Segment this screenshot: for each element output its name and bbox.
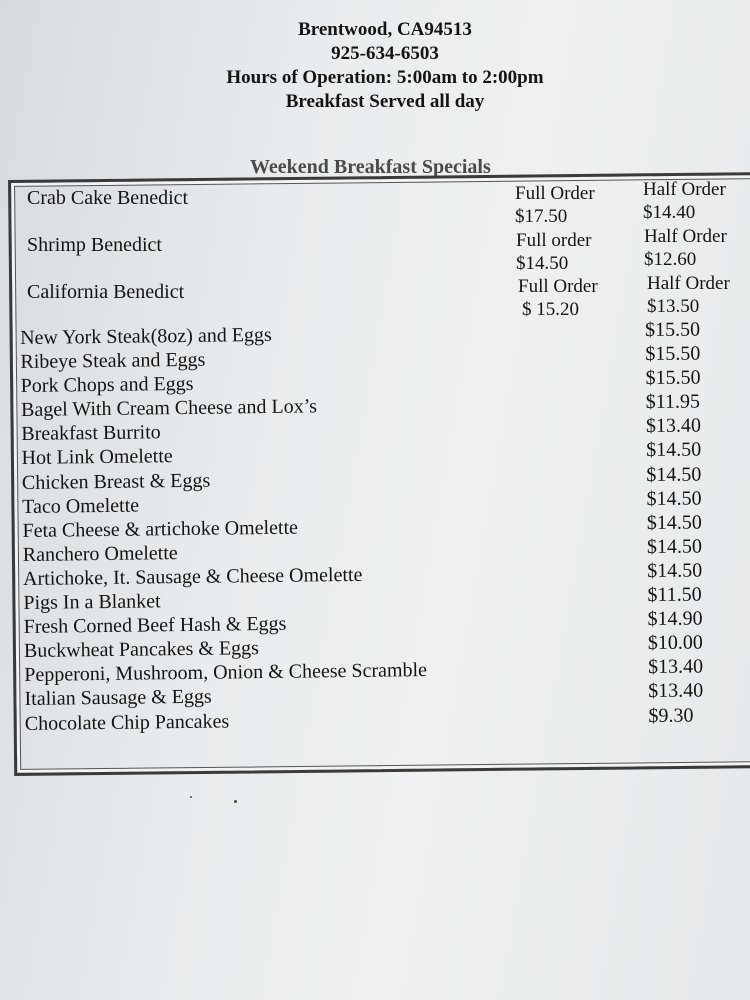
menu-item: Chocolate Chip Pancakes: [24, 709, 230, 735]
menu-item: Ribeye Steak and Eggs: [20, 348, 206, 374]
menu-item: Italian Sausage & Eggs: [24, 686, 212, 711]
phone-number: 925-634-6503: [331, 43, 439, 64]
menu-item: Pork Chops and Eggs: [20, 373, 194, 398]
menu-item-price: $13.40: [647, 655, 704, 679]
menu-item: Breakfast Burrito: [21, 421, 161, 446]
menu-item: Feta Cheese & artichoke Omelette: [22, 516, 299, 542]
menu-item: New York Steak(8oz) and Eggs: [20, 323, 272, 349]
menu-item: Pigs In a Blanket: [23, 590, 161, 615]
menu-item-price: $15.50: [645, 366, 701, 390]
menu-item: Fresh Corned Beef Hash & Eggs: [23, 612, 287, 639]
menu-item-price: $15.50: [645, 318, 701, 341]
benedict-item-name: Shrimp Benedict: [27, 234, 162, 256]
menu-item-price: $14.50: [646, 463, 702, 486]
menu-item-price: $14.50: [646, 438, 702, 462]
full-order-price: $14.50: [516, 253, 569, 274]
menu-item: Bagel With Cream Cheese and Lox’s: [20, 395, 318, 422]
full-order-label: Full Order: [515, 183, 595, 204]
menu-item-price: $14.90: [647, 607, 703, 631]
half-order-price: $12.60: [644, 249, 697, 270]
menu-item-price: $14.50: [647, 559, 703, 582]
full-order-label: Full Order: [518, 276, 598, 297]
paper-speck: [234, 800, 237, 803]
menu-item-price: $11.95: [645, 390, 701, 414]
menu-item-price: $14.50: [646, 487, 702, 510]
half-order-price: $14.40: [643, 202, 696, 223]
menu-item-price: $10.00: [647, 631, 703, 655]
menu-item: Buckwheat Pancakes & Eggs: [23, 637, 260, 663]
menu-item: Artichoke, It. Sausage & Cheese Omelette: [22, 563, 363, 590]
menu-item: Ranchero Omelette: [22, 541, 178, 566]
location-text: Brentwood, CA94513: [298, 19, 472, 40]
hours-of-operation: Hours of Operation: 5:00am to 2:00pm: [226, 67, 544, 88]
half-order-price: $13.50: [647, 296, 700, 317]
breakfast-note: Breakfast Served all day: [285, 91, 485, 112]
price-list: [645, 318, 704, 728]
menu-item-price: $13.40: [648, 679, 704, 703]
menu-item: Pepperoni, Mushroom, Onion & Cheese Scramble: [24, 659, 428, 687]
section-title: Weekend Breakfast Specials: [250, 156, 491, 178]
menu-item-price: $11.50: [647, 583, 702, 607]
benedict-item-name: California Benedict: [27, 281, 185, 303]
menu-item: Hot Link Omelette: [21, 445, 173, 470]
menu-item-price: $9.30: [648, 704, 694, 727]
half-order-label: Half Order: [644, 226, 727, 247]
full-order-label: Full order: [516, 230, 592, 251]
menu-item-price: $14.50: [646, 535, 703, 558]
menu-item: Chicken Breast & Eggs: [21, 469, 211, 494]
menu-item-price: $13.40: [645, 414, 702, 438]
benedict-item-name: Crab Cake Benedict: [27, 187, 189, 209]
full-order-price: $ 15.20: [522, 299, 579, 320]
half-order-label: Half Order: [643, 179, 726, 200]
full-order-price: $17.50: [515, 206, 568, 227]
half-order-label: Half Order: [647, 273, 730, 294]
menu-item: Taco Omelette: [22, 494, 140, 518]
menu-item-price: $14.50: [646, 511, 702, 534]
menu-item-price: $15.50: [645, 342, 701, 366]
menu-item-list: [20, 321, 428, 735]
menu-header: [0, 18, 750, 114]
paper-speck: [190, 796, 192, 798]
